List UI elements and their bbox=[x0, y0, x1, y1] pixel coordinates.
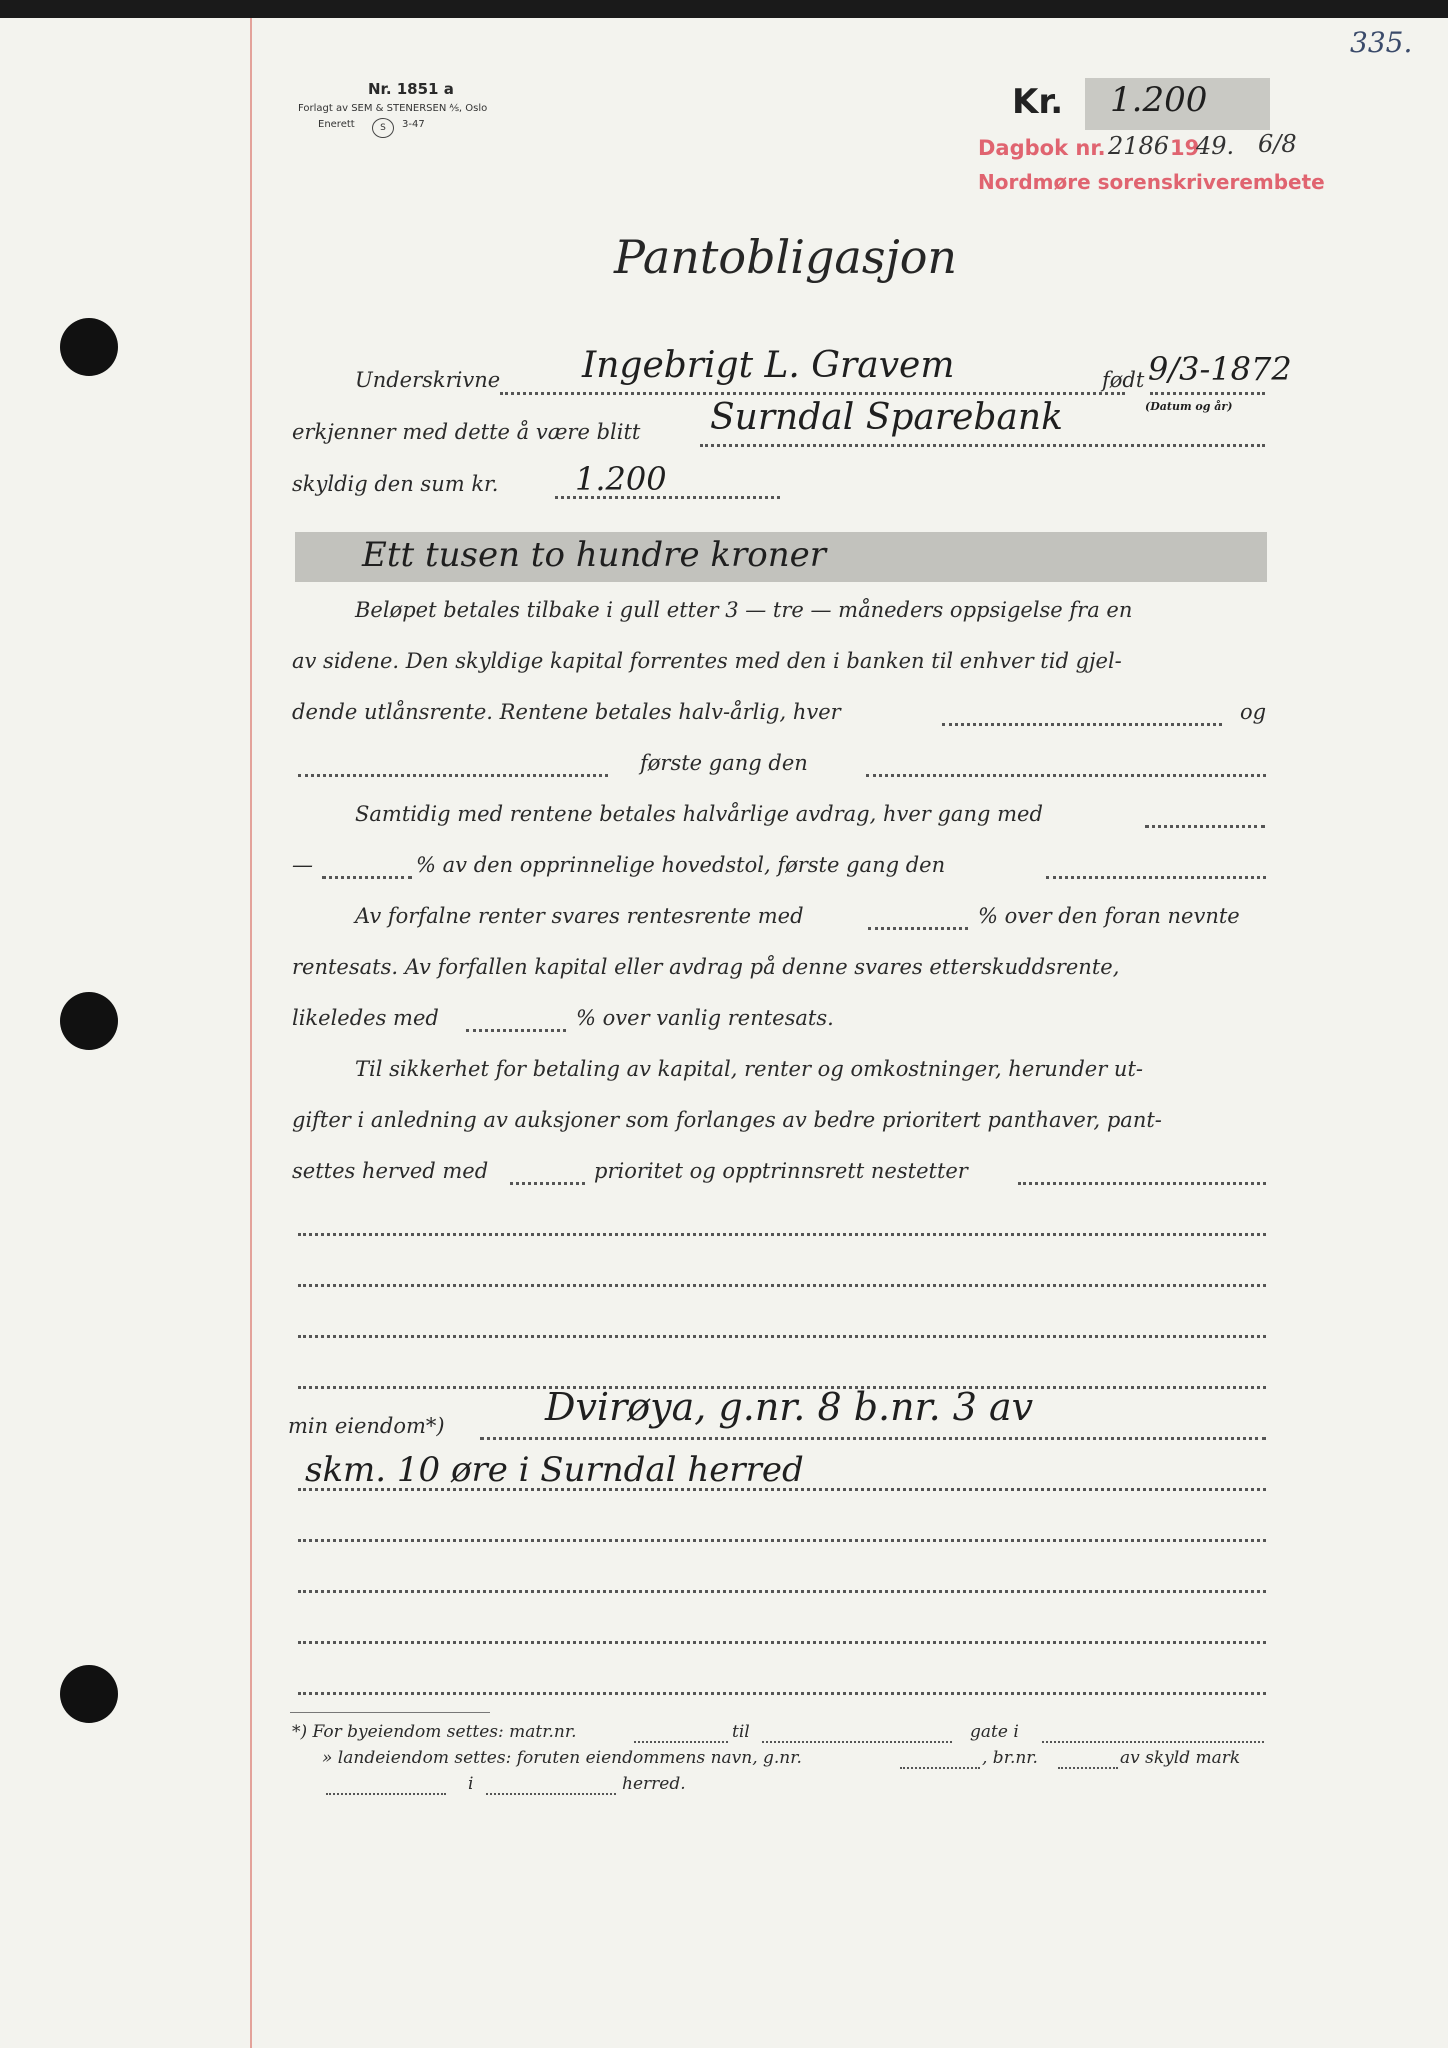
eiendom-label: min eiendom*) bbox=[288, 1414, 445, 1438]
footnote-1c: gate i bbox=[970, 1722, 1019, 1742]
underskrivne-value: Ingebrigt L. Gravem bbox=[582, 345, 955, 386]
blank-line-2 bbox=[298, 1284, 1266, 1287]
dagbok-number: 2186 bbox=[1108, 132, 1170, 160]
fodt-label: født bbox=[1102, 368, 1145, 392]
p1-line-4-dots-right bbox=[866, 774, 1266, 777]
p1-line-4: første gang den bbox=[640, 751, 808, 775]
footnote-2-dots-a bbox=[900, 1767, 980, 1769]
dagbok-label: Dagbok nr. bbox=[978, 136, 1106, 160]
blank-line-5 bbox=[298, 1539, 1266, 1542]
p4-line-2: gifter i anledning av auksjoner som forlanges av bedre prioritert panthaver, pant- bbox=[292, 1108, 1162, 1132]
p2-line-2: % av den opprinnelige hovedstol, første gang den bbox=[416, 853, 946, 877]
p2-line-2-dash: — bbox=[292, 853, 313, 877]
margin-rule bbox=[250, 18, 252, 2048]
footnote-1b: til bbox=[732, 1722, 750, 1742]
p1-line-3-og: og bbox=[1240, 700, 1267, 724]
office-stamp: Nordmøre sorenskriverembete bbox=[978, 170, 1325, 194]
footnote-3b: herred. bbox=[622, 1774, 686, 1794]
footnote-2c: av skyld mark bbox=[1120, 1748, 1241, 1768]
footnote-1-dots-b bbox=[762, 1741, 952, 1743]
punch-hole-middle bbox=[60, 992, 118, 1050]
p1-line-3-dots bbox=[942, 723, 1222, 726]
creditor-value: Surndal Sparebank bbox=[710, 397, 1063, 438]
footnote-3a: i bbox=[468, 1774, 474, 1794]
erkjenner-label: erkjenner med dette å være blitt bbox=[292, 420, 641, 444]
publisher-logo-icon: S bbox=[372, 118, 394, 138]
p4-line-3-end: prioritet og opptrinnsrett nestetter bbox=[594, 1159, 968, 1183]
p1-line-2: av sidene. Den skyldige kapital forrentes med den i banken til enhver tid gjel- bbox=[292, 649, 1122, 673]
p2-line-2-dots-right bbox=[1046, 876, 1266, 879]
document-title: Pantobligasjon bbox=[614, 230, 958, 284]
sum-words: Ett tusen to hundre kroner bbox=[362, 535, 826, 575]
publisher-enerett: Enerett bbox=[318, 119, 355, 130]
p3-line-1-end: % over den foran nevnte bbox=[978, 904, 1240, 928]
sum-value: 1.200 bbox=[575, 460, 667, 498]
kr-amount: 1.200 bbox=[1110, 80, 1208, 120]
blank-line-8 bbox=[298, 1692, 1266, 1695]
dagbok-year-prefix: 19 bbox=[1170, 136, 1200, 160]
p3-line-1: Av forfalne renter svares rentesrente med bbox=[355, 904, 804, 928]
footnote-2b: , br.nr. bbox=[982, 1748, 1038, 1768]
footnote-2a: » landeiendom settes: foruten eiendommens navn, g.nr. bbox=[322, 1748, 802, 1768]
skyldig-label: skyldig den sum kr. bbox=[292, 472, 499, 496]
p3-line-3-dots bbox=[466, 1029, 566, 1032]
p3-line-1-dots bbox=[868, 927, 968, 930]
blank-line-6 bbox=[298, 1590, 1266, 1593]
punch-hole-top bbox=[60, 318, 118, 376]
publisher-line: Forlagt av SEM & STENERSEN ⅍, Oslo bbox=[298, 103, 488, 114]
p1-line-1: Beløpet betales tilbake i gull etter 3 — tre — måneders oppsigelse fra en bbox=[355, 598, 1133, 622]
kr-label: Kr. bbox=[1012, 82, 1064, 122]
footnote-3-dots-b bbox=[486, 1793, 616, 1795]
p4-line-3-dots bbox=[510, 1182, 585, 1185]
footnote-2-dots-b bbox=[1058, 1767, 1118, 1769]
fodt-value: 9/3-1872 bbox=[1148, 350, 1292, 388]
blank-line-3 bbox=[298, 1335, 1266, 1338]
footnote-1-dots-c bbox=[1042, 1741, 1264, 1743]
erkjenner-dots bbox=[700, 444, 1265, 447]
blank-line-1 bbox=[298, 1233, 1266, 1236]
dagbok-date: 6/8 bbox=[1258, 130, 1297, 158]
p4-line-3-dots-right bbox=[1018, 1182, 1266, 1185]
punch-hole-bottom bbox=[60, 1665, 118, 1723]
footnote-1a: *) For byeiendom settes: matr.nr. bbox=[292, 1722, 577, 1742]
p3-line-3-end: % over vanlig rentesats. bbox=[576, 1006, 834, 1030]
p2-line-1-dots bbox=[1145, 825, 1265, 828]
footnote-1-dots-a bbox=[634, 1741, 728, 1743]
p4-line-1: Til sikkerhet for betaling av kapital, renter og omkostninger, herunder ut- bbox=[355, 1057, 1143, 1081]
eiendom-hand-1: Dvirøya, g.nr. 8 b.nr. 3 av bbox=[545, 1385, 1034, 1429]
p2-line-1: Samtidig med rentene betales halvårlige avdrag, hver gang med bbox=[355, 802, 1043, 826]
eiendom-dots bbox=[480, 1437, 1266, 1440]
datum-note: (Datum og år) bbox=[1145, 400, 1233, 413]
p3-line-2: rentesats. Av forfallen kapital eller avdrag på denne svares etterskuddsrente, bbox=[292, 955, 1120, 979]
underskrivne-dots bbox=[500, 392, 1125, 395]
footnote-rule bbox=[290, 1712, 490, 1713]
eiendom-hand-2: skm. 10 øre i Surndal herred bbox=[305, 1450, 804, 1490]
blank-line-7 bbox=[298, 1641, 1266, 1644]
p3-line-3: likeledes med bbox=[292, 1006, 439, 1030]
scan-top-edge bbox=[0, 0, 1448, 18]
page-number: 335. bbox=[1350, 26, 1413, 59]
form-number: Nr. 1851 a bbox=[368, 80, 454, 98]
p1-line-3: dende utlånsrente. Rentene betales halv-årlig, hver bbox=[292, 700, 841, 724]
underskrivne-label: Underskrivne bbox=[355, 368, 501, 392]
p4-line-3: settes herved med bbox=[292, 1159, 489, 1183]
dagbok-year: 49. bbox=[1196, 132, 1235, 160]
footnote-3-dots-a bbox=[326, 1793, 446, 1795]
p2-line-2-dots bbox=[322, 876, 412, 879]
fodt-dots bbox=[1150, 392, 1265, 395]
publisher-code: 3-47 bbox=[402, 119, 425, 130]
p1-line-4-dots-left bbox=[298, 774, 608, 777]
